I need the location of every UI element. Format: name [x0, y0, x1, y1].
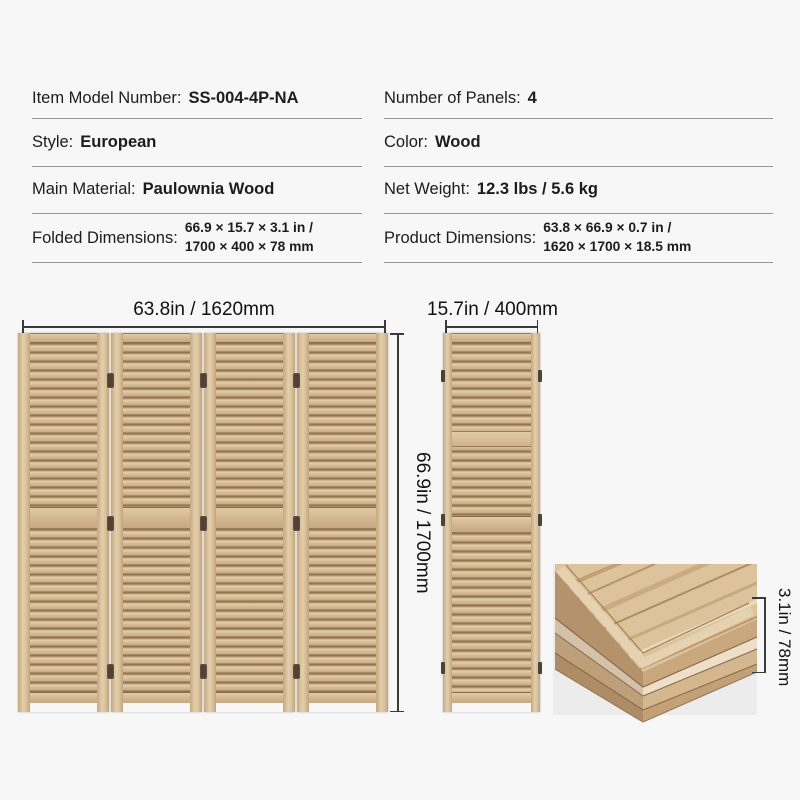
dimension-tick [445, 320, 447, 333]
hinge [200, 664, 207, 679]
panel-top-rail [30, 333, 97, 343]
hinge [538, 370, 542, 382]
panel-louvers-lower [123, 529, 190, 692]
panel-louvre-area [30, 333, 97, 703]
dimension-tick [752, 672, 765, 674]
hinge [107, 373, 114, 388]
hinge [293, 664, 300, 679]
dimension-label-front-height: 66.9in / 1700mm [412, 452, 433, 594]
spec-label: Item Model Number: [32, 88, 182, 107]
spec-row-style [32, 119, 362, 167]
spec-value-multiline [185, 219, 314, 256]
dimension-tick [22, 320, 24, 333]
dimension-tick [537, 320, 539, 333]
spec-table-right-column [384, 78, 773, 263]
folded-panel [443, 333, 540, 712]
dimension-line-front-width [22, 326, 385, 328]
hinge [441, 662, 445, 674]
panel-top-rail [452, 333, 531, 343]
panel-louvers-upper [123, 343, 190, 507]
panel-louvers-lower [216, 529, 283, 692]
panel-louvre-area [452, 333, 531, 703]
spec-label: Main Material: [32, 180, 136, 199]
spec-row-item-model-number [32, 78, 362, 119]
hinge [107, 664, 114, 679]
panel-middle-rail [30, 507, 97, 529]
panel-louvers-lower [30, 529, 97, 692]
dimension-tick [390, 333, 404, 335]
divider-panel-4 [297, 333, 388, 712]
hinge [441, 370, 445, 382]
panel-bottom-rail [123, 692, 190, 703]
panel-thickness-closeup-image [545, 555, 765, 725]
spec-row-net-weight [384, 167, 773, 215]
spec-label: Net Weight: [384, 180, 470, 199]
spec-value: Paulownia Wood [142, 180, 275, 199]
dimension-line-front-height [397, 333, 399, 712]
dimension-tick [390, 711, 404, 713]
panel-louvre-area [309, 333, 376, 703]
divider-panel-2 [111, 333, 202, 712]
panel-louvers-upper [452, 343, 531, 516]
hinge [200, 373, 207, 388]
spec-label: Product Dimensions: [384, 228, 537, 247]
panel-bottom-rail [452, 692, 531, 703]
spec-value-line2: 1700 × 400 × 78 mm [184, 239, 314, 254]
spec-table-left-column [32, 78, 362, 263]
hinge [538, 662, 542, 674]
spec-row-color [384, 119, 773, 167]
spec-value: SS-004-4P-NA [188, 88, 299, 107]
spec-row-product-dimensions [384, 214, 773, 263]
dimension-tick [384, 320, 386, 333]
spec-value: 4 [527, 88, 537, 107]
divider-panel-3 [204, 333, 295, 712]
panel-stile [18, 333, 30, 712]
spec-row-main-material [32, 167, 362, 215]
panel-louvers-lower [452, 533, 531, 692]
panel-middle-rail [309, 507, 376, 529]
spec-label: Color: [384, 132, 429, 151]
dimension-tick [752, 597, 765, 599]
hinge [200, 516, 207, 531]
dimension-label-side-width: 15.7in / 400mm [427, 299, 558, 320]
panel-louvers-upper [216, 343, 283, 507]
spec-value-line2: 1620 × 1700 × 18.5 mm [543, 239, 692, 254]
panel-bottom-rail [216, 692, 283, 703]
panel-bottom-rail [30, 692, 97, 703]
dimension-line-thickness [764, 597, 766, 673]
panel-louvers-upper [30, 343, 97, 507]
panel-top-rail [309, 333, 376, 343]
hinge [441, 514, 445, 526]
spec-value-multiline [543, 219, 691, 256]
spec-value: 12.3 lbs / 5.6 kg [476, 180, 598, 199]
divider-panel-1 [18, 333, 109, 712]
panel-louvers-lower [309, 529, 376, 692]
room-divider-front-view [18, 333, 388, 712]
dimension-label-front-width: 63.8in / 1620mm [133, 299, 275, 320]
spec-label: Style: [32, 132, 74, 151]
panel-top-rail [123, 333, 190, 343]
spec-value-line1: 63.8 × 66.9 × 0.7 in / [543, 220, 672, 236]
panel-middle-rail [123, 507, 190, 529]
panel-louvre-area [216, 333, 283, 703]
hinge [538, 514, 542, 526]
spec-row-folded-dimensions [32, 214, 362, 263]
panel-top-rail [216, 333, 283, 343]
panel-louvre-area [123, 333, 190, 703]
panel-rear-rail [452, 431, 531, 447]
dimension-line-side-width [445, 326, 538, 328]
room-divider-side-view [443, 333, 540, 712]
panel-bottom-rail [309, 692, 376, 703]
panel-middle-rail [452, 516, 531, 533]
spec-label: Folded Dimensions: [32, 228, 178, 247]
hinge [107, 516, 114, 531]
spec-value: Wood [435, 132, 481, 151]
spec-row-number-of-panels [384, 78, 773, 119]
spec-value-line1: 66.9 × 15.7 × 3.1 in / [184, 220, 313, 236]
hinge [293, 516, 300, 531]
spec-value: European [80, 132, 157, 151]
spec-label: Number of Panels: [384, 88, 521, 107]
hinge [293, 373, 300, 388]
dimension-label-thickness: 3.1in / 78mm [775, 588, 794, 687]
panel-middle-rail [216, 507, 283, 529]
panel-louvers-upper [309, 343, 376, 507]
panel-stile [376, 333, 388, 712]
